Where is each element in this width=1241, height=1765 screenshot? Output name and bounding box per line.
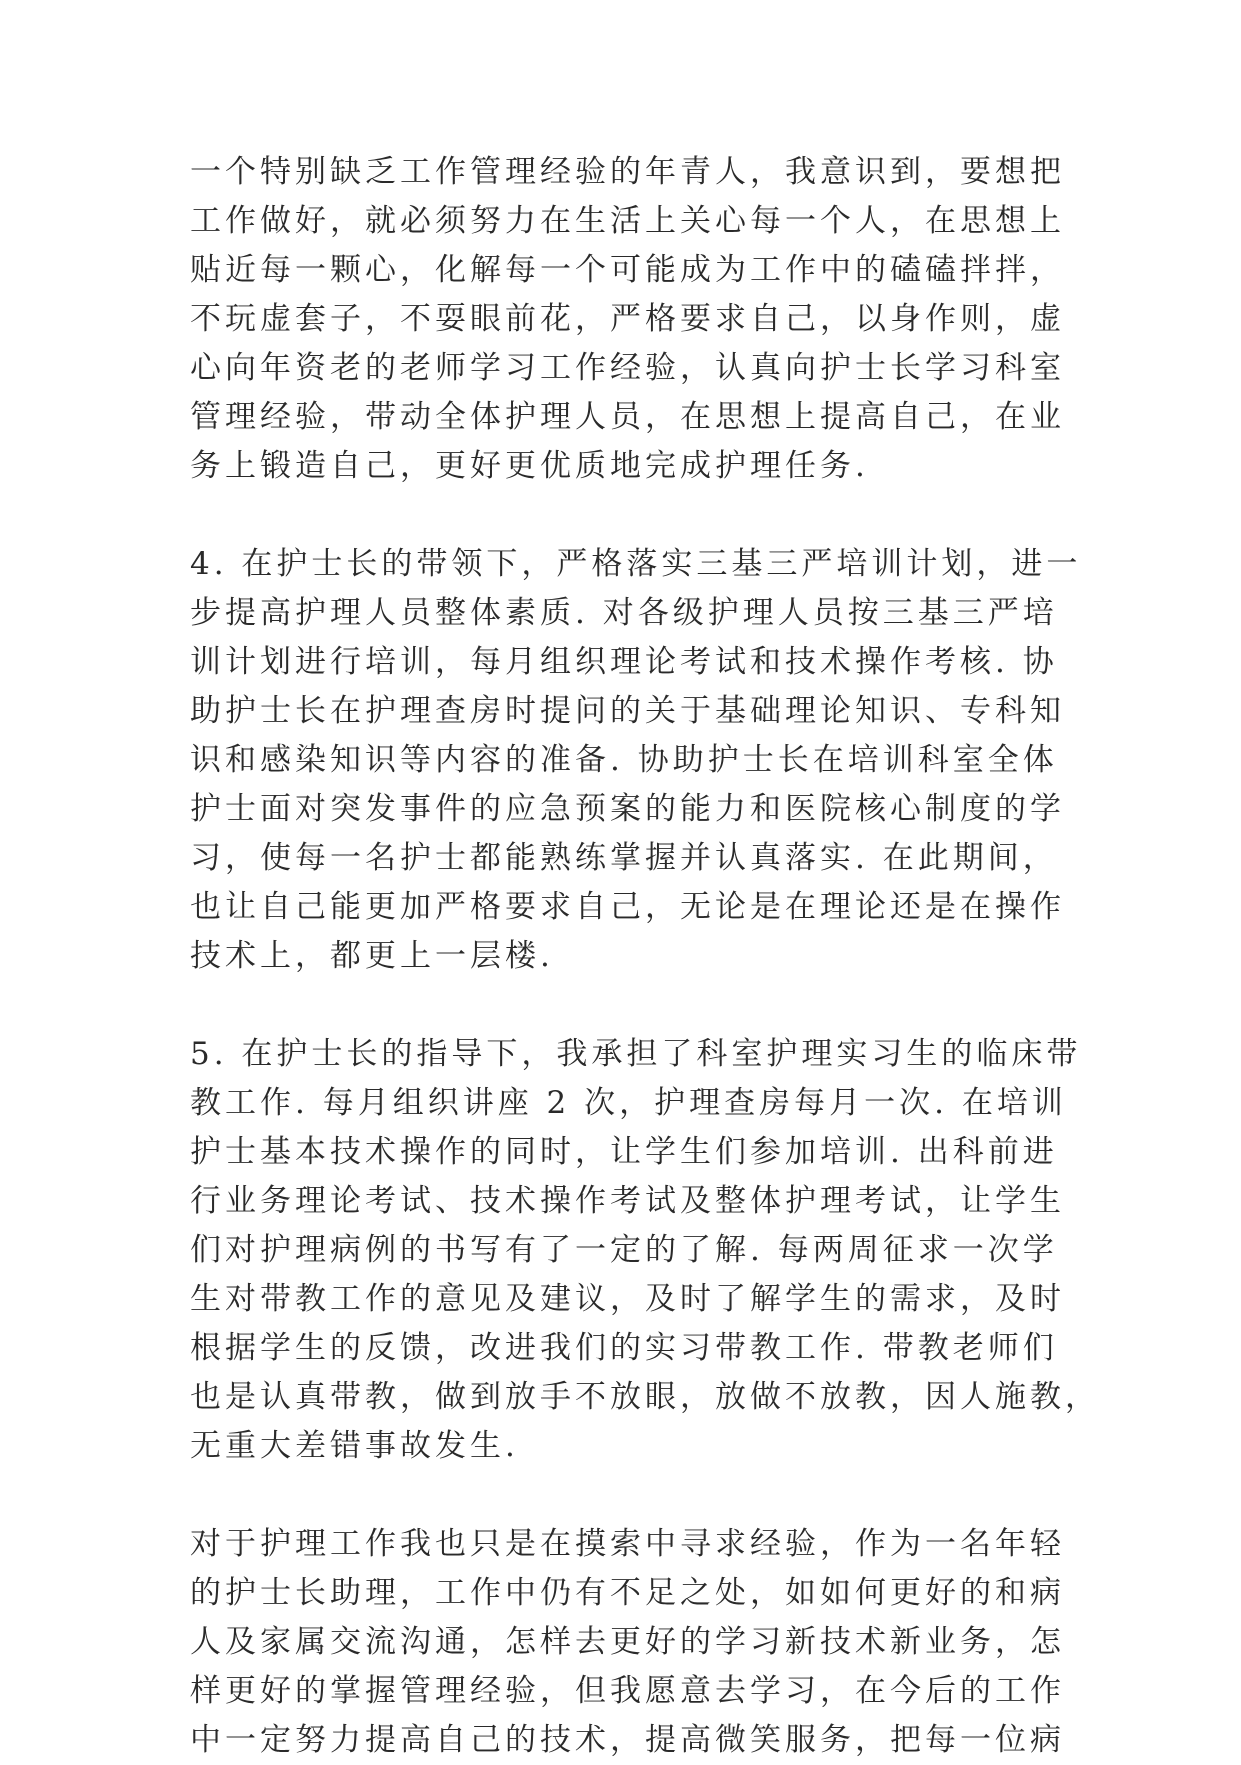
text-line: 技术上，都更上一层楼. [190,938,554,974]
text-line: 对于护理工作我也只是在摸索中寻求经验，作为一名年轻 [190,1526,1065,1562]
text-line: 管理经验，带动全体护理人员，在思想上提高自己，在业 [190,399,1065,435]
text-line: 样更好的掌握管理经验，但我愿意去学习，在今后的工作 [190,1673,1065,1709]
text-line: 护士基本技术操作的同时，让学生们参加培训. 出科前进 [190,1134,1058,1170]
text-line: 习，使每一名护士都能熟练掌握并认真落实. 在此期间， [190,840,1058,876]
text-line: 们对护理病例的书写有了一定的了解. 每两周征求一次学 [190,1232,1058,1268]
document-body [190,148,1100,1765]
text-line: 人及家属交流沟通，怎样去更好的学习新技术新业务，怎 [190,1624,1065,1660]
text-line: 务上锻造自己，更好更优质地完成护理任务. [190,448,869,484]
text-line: 心向年资老的老师学习工作经验，认真向护士长学习科室 [190,350,1065,386]
text-line: 步提高护理人员整体素质. 对各级护理人员按三基三严培 [190,595,1058,631]
text-line: 工作做好，就必须努力在生活上关心每一个人，在思想上 [190,203,1065,239]
text-line: 识和感染知识等内容的准备. 协助护士长在培训科室全体 [190,742,1058,778]
paragraph-gap [190,491,1070,540]
text-line: 无重大差错事故发生. [190,1428,519,1464]
paragraph-gap [190,1471,1070,1520]
paragraph-leadership-experience [190,148,1070,491]
paragraph-gap [190,981,1070,1030]
text-line: 的护士长助理，工作中仍有不足之处，如如何更好的和病 [190,1575,1065,1611]
text-line: 教工作. 每月组织讲座 2 次，护理查房每月一次. 在培训 [190,1085,1067,1121]
text-line: 中一定努力提高自己的技术，提高微笑服务，把每一位病 [190,1722,1065,1758]
text-line: 也是认真带教，做到放手不放眼，放做不放教，因人施教， [190,1379,1100,1415]
text-line: 护士面对突发事件的应急预案的能力和医院核心制度的学 [190,791,1065,827]
paragraph-self-reflection [190,1520,1070,1765]
text-line: 不玩虚套子，不耍眼前花，严格要求自己，以身作则，虚 [190,301,1065,337]
text-line: 行业务理论考试、技术操作考试及整体护理考试，让学生 [190,1183,1065,1219]
text-line: 助护士长在护理查房时提问的关于基础理论知识、专科知 [190,693,1065,729]
text-line: 一个特别缺乏工作管理经验的年青人，我意识到，要想把 [190,154,1065,190]
text-line: 生对带教工作的意见及建议，及时了解学生的需求，及时 [190,1281,1065,1317]
paragraph-item-5-teaching [190,1030,1100,1471]
text-line: 也让自己能更加严格要求自己，无论是在理论还是在操作 [190,889,1065,925]
text-line: 训计划进行培训，每月组织理论考试和技术操作考核. 协 [190,644,1058,680]
text-line: 4. 在护士长的带领下，严格落实三基三严培训计划，进一 [190,546,1082,582]
paragraph-item-4-training [190,540,1082,981]
text-line: 贴近每一颗心，化解每一个可能成为工作中的磕磕拌拌， [190,252,1065,288]
text-line: 5. 在护士长的指导下，我承担了科室护理实习生的临床带 [190,1036,1082,1072]
text-line: 根据学生的反馈，改进我们的实习带教工作. 带教老师们 [190,1330,1058,1366]
